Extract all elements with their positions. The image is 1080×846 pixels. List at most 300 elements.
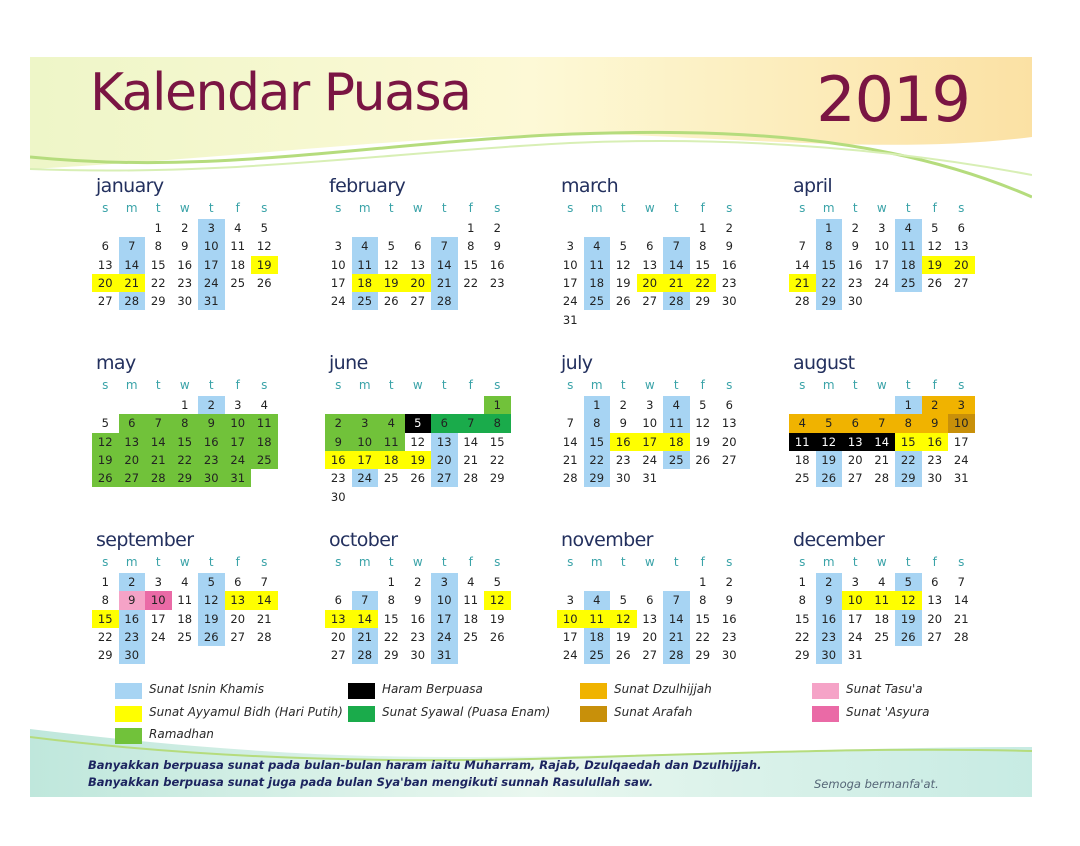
legend-swatch	[115, 683, 142, 699]
day-cell: 12	[484, 591, 511, 609]
day-cell: 15	[695, 611, 711, 626]
weekday-header: t	[852, 378, 858, 392]
day-cell: 5	[260, 221, 268, 235]
day-cell: 8	[484, 414, 511, 432]
day-cell: 23	[847, 275, 863, 290]
day-cell: 18	[177, 611, 193, 626]
day-cell: 3	[431, 573, 458, 591]
day-cell: 11	[663, 414, 690, 432]
day-cell: 4	[260, 398, 268, 412]
day-cell: 26	[816, 469, 843, 487]
day-cell: 6	[101, 239, 109, 254]
day-cell: 8	[101, 593, 109, 608]
day-cell: 8	[816, 237, 843, 255]
day-cell: 22	[690, 274, 717, 292]
day-cell: 1	[895, 396, 922, 414]
day-cell: 8	[172, 414, 199, 432]
day-cell: 14	[431, 256, 458, 274]
day-cell: 22	[816, 274, 843, 292]
weekday-header: s	[494, 555, 501, 569]
weekday-header: m	[822, 555, 835, 569]
day-cell: 4	[467, 575, 475, 589]
day-cell: 5	[387, 239, 395, 254]
day-cell: 12	[256, 239, 272, 254]
month-name: february	[329, 175, 406, 197]
day-cell: 10	[198, 237, 225, 255]
day-cell: 23	[615, 452, 631, 467]
weekday-header: t	[441, 555, 447, 569]
day-cell: 20	[92, 274, 119, 292]
day-cell: 20	[948, 256, 975, 274]
day-cell: 9	[119, 591, 146, 609]
day-cell: 17	[562, 629, 578, 644]
day-cell: 6	[334, 593, 342, 608]
day-cell: 9	[619, 416, 627, 431]
legend-swatch	[812, 706, 839, 722]
day-cell: 11	[251, 414, 278, 432]
day-cell: 5	[931, 221, 939, 235]
day-cell: 14	[352, 610, 379, 628]
weekday-header: m	[590, 201, 603, 215]
legend-label: Sunat Syawal (Puasa Enam)	[382, 705, 551, 719]
day-cell: 19	[405, 451, 432, 469]
weekday-header: f	[235, 555, 240, 569]
legend-swatch	[348, 683, 375, 699]
day-cell: 30	[721, 648, 737, 663]
day-cell: 30	[177, 294, 193, 309]
day-cell: 28	[663, 646, 690, 664]
day-cell: 10	[642, 416, 658, 431]
day-cell: 14	[869, 433, 896, 451]
day-cell: 24	[150, 629, 166, 644]
day-cell: 1	[467, 221, 475, 235]
day-cell: 9	[414, 593, 422, 608]
day-cell: 13	[953, 239, 969, 254]
day-cell: 27	[721, 452, 737, 467]
day-cell: 21	[663, 628, 690, 646]
weekday-header: t	[673, 201, 679, 215]
day-cell: 24	[953, 452, 969, 467]
day-cell: 6	[414, 239, 422, 254]
day-cell: 6	[119, 414, 146, 432]
day-cell: 28	[352, 646, 379, 664]
day-cell: 11	[463, 593, 479, 608]
day-cell: 4	[789, 414, 816, 432]
day-cell: 21	[789, 274, 816, 292]
day-cell: 13	[927, 593, 943, 608]
weekday-header: t	[208, 201, 214, 215]
weekday-header: t	[673, 555, 679, 569]
day-cell: 28	[794, 294, 810, 309]
weekday-header: s	[567, 555, 574, 569]
day-cell: 23	[119, 628, 146, 646]
day-cell: 27	[642, 294, 658, 309]
weekday-header: s	[102, 201, 109, 215]
day-cell: 12	[695, 416, 711, 431]
day-cell: 1	[181, 398, 189, 412]
day-cell: 1	[101, 575, 109, 589]
day-cell: 19	[615, 275, 631, 290]
day-cell: 17	[225, 433, 252, 451]
day-cell: 25	[352, 292, 379, 310]
weekday-header: t	[852, 555, 858, 569]
day-cell: 3	[566, 239, 574, 254]
day-cell: 13	[225, 591, 252, 609]
day-cell: 29	[695, 294, 711, 309]
weekday-header: s	[726, 378, 733, 392]
day-cell: 15	[463, 257, 479, 272]
day-cell: 11	[584, 610, 611, 628]
weekday-header: f	[468, 555, 473, 569]
day-cell: 20	[642, 629, 658, 644]
day-cell: 22	[695, 629, 711, 644]
day-cell: 8	[154, 239, 162, 254]
month-name: january	[96, 175, 164, 197]
day-cell: 12	[383, 257, 399, 272]
day-cell: 25	[584, 292, 611, 310]
day-cell: 6	[725, 398, 733, 412]
day-cell: 15	[489, 434, 505, 449]
day-cell: 28	[953, 629, 969, 644]
day-cell: 1	[387, 575, 395, 589]
day-cell: 17	[847, 611, 863, 626]
day-cell: 7	[260, 575, 268, 589]
day-cell: 30	[615, 471, 631, 486]
weekday-header: s	[102, 378, 109, 392]
day-cell: 26	[256, 275, 272, 290]
day-cell: 27	[431, 469, 458, 487]
day-cell: 10	[562, 257, 578, 272]
day-cell: 23	[330, 471, 346, 486]
day-cell: 14	[119, 256, 146, 274]
day-cell: 26	[695, 452, 711, 467]
day-cell: 29	[172, 469, 199, 487]
day-cell: 8	[895, 414, 922, 432]
weekday-header: w	[179, 378, 190, 392]
day-cell: 24	[198, 274, 225, 292]
legend-label: Ramadhan	[149, 727, 214, 741]
signature: Semoga bermanfa'at.	[814, 777, 939, 791]
day-cell: 5	[816, 414, 843, 432]
day-cell: 18	[895, 256, 922, 274]
day-cell: 21	[431, 274, 458, 292]
weekday-header: s	[335, 378, 342, 392]
day-cell: 4	[378, 414, 405, 432]
weekday-header: m	[358, 378, 371, 392]
day-cell: 7	[458, 414, 485, 432]
day-cell: 5	[699, 398, 707, 412]
weekday-header: w	[876, 378, 887, 392]
day-cell: 29	[794, 648, 810, 663]
weekday-header: s	[567, 378, 574, 392]
day-cell: 30	[119, 646, 146, 664]
day-cell: 27	[953, 275, 969, 290]
day-cell: 10	[557, 610, 584, 628]
day-cell: 5	[619, 239, 627, 254]
day-cell: 21	[562, 452, 578, 467]
month-august	[789, 352, 1021, 522]
day-cell: 15	[794, 611, 810, 626]
day-cell: 22	[794, 629, 810, 644]
day-cell: 6	[842, 414, 869, 432]
day-cell: 20	[927, 611, 943, 626]
day-cell: 9	[725, 239, 733, 254]
legend-label: Sunat Arafah	[614, 705, 693, 719]
day-cell: 31	[847, 648, 863, 663]
day-cell: 10	[431, 591, 458, 609]
weekday-header: s	[102, 555, 109, 569]
weekday-header: f	[235, 201, 240, 215]
day-cell: 22	[463, 275, 479, 290]
month-name: march	[561, 175, 619, 197]
day-cell: 24	[874, 275, 890, 290]
weekday-header: m	[358, 555, 371, 569]
weekday-header: w	[179, 555, 190, 569]
legend-label: Sunat Tasu'a	[846, 682, 923, 696]
weekday-header: t	[905, 201, 911, 215]
legend-label: Haram Berpuasa	[382, 682, 483, 696]
weekday-header: t	[673, 378, 679, 392]
day-cell: 3	[352, 414, 379, 432]
day-cell: 25	[794, 471, 810, 486]
day-cell: 20	[405, 274, 432, 292]
day-cell: 27	[847, 471, 863, 486]
day-cell: 24	[225, 451, 252, 469]
month-march	[557, 175, 789, 345]
day-cell: 16	[177, 257, 193, 272]
weekday-header: s	[726, 555, 733, 569]
day-cell: 11	[584, 256, 611, 274]
weekday-header: s	[958, 378, 965, 392]
weekday-header: f	[468, 201, 473, 215]
day-cell: 22	[150, 275, 166, 290]
day-cell: 27	[642, 648, 658, 663]
day-cell: 8	[699, 593, 707, 608]
day-cell: 9	[725, 593, 733, 608]
day-cell: 15	[816, 256, 843, 274]
day-cell: 25	[663, 451, 690, 469]
day-cell: 7	[798, 239, 806, 254]
day-cell: 18	[378, 451, 405, 469]
day-cell: 30	[816, 646, 843, 664]
day-cell: 24	[847, 629, 863, 644]
day-cell: 20	[637, 274, 664, 292]
day-cell: 26	[615, 294, 631, 309]
day-cell: 19	[615, 629, 631, 644]
day-cell: 3	[878, 221, 886, 235]
day-cell: 13	[325, 610, 352, 628]
day-cell: 19	[251, 256, 278, 274]
day-cell: 3	[566, 593, 574, 608]
day-cell: 12	[927, 239, 943, 254]
weekday-header: s	[958, 555, 965, 569]
month-may	[92, 352, 324, 522]
day-cell: 24	[352, 469, 379, 487]
day-cell: 10	[330, 257, 346, 272]
month-name: may	[96, 352, 136, 374]
month-july	[557, 352, 789, 522]
month-april	[789, 175, 1021, 345]
day-cell: 18	[874, 611, 890, 626]
day-cell: 19	[695, 434, 711, 449]
day-cell: 2	[816, 573, 843, 591]
day-cell: 1	[584, 396, 611, 414]
weekday-header: m	[125, 378, 138, 392]
day-cell: 19	[895, 610, 922, 628]
day-cell: 14	[463, 434, 479, 449]
day-cell: 31	[198, 292, 225, 310]
day-cell: 4	[181, 575, 189, 589]
weekday-header: m	[125, 555, 138, 569]
weekday-header: m	[822, 201, 835, 215]
weekday-header: s	[261, 201, 268, 215]
day-cell: 29	[150, 294, 166, 309]
day-cell: 8	[467, 239, 475, 254]
day-cell: 28	[256, 629, 272, 644]
weekday-header: m	[822, 378, 835, 392]
day-cell: 28	[562, 471, 578, 486]
day-cell: 3	[646, 398, 654, 412]
day-cell: 1	[699, 575, 707, 589]
weekday-header: s	[261, 555, 268, 569]
month-february	[325, 175, 557, 345]
day-cell: 7	[145, 414, 172, 432]
day-cell: 30	[198, 469, 225, 487]
day-cell: 19	[489, 611, 505, 626]
weekday-header: t	[441, 201, 447, 215]
day-cell: 21	[145, 451, 172, 469]
day-cell: 11	[895, 237, 922, 255]
day-cell: 9	[181, 239, 189, 254]
day-cell: 25	[874, 629, 890, 644]
day-cell: 11	[230, 239, 246, 254]
day-cell: 26	[489, 629, 505, 644]
day-cell: 16	[922, 433, 949, 451]
day-cell: 2	[493, 221, 501, 235]
day-cell: 15	[695, 257, 711, 272]
day-cell: 6	[431, 414, 458, 432]
day-cell: 23	[177, 275, 193, 290]
day-cell: 4	[584, 237, 611, 255]
legend-label: Sunat Isnin Khamis	[149, 682, 264, 696]
day-cell: 14	[794, 257, 810, 272]
day-cell: 29	[895, 469, 922, 487]
day-cell: 21	[463, 452, 479, 467]
day-cell: 9	[198, 414, 225, 432]
day-cell: 18	[463, 611, 479, 626]
day-cell: 27	[330, 648, 346, 663]
day-cell: 2	[198, 396, 225, 414]
day-cell: 10	[145, 591, 172, 609]
day-cell: 13	[410, 257, 426, 272]
day-cell: 13	[97, 257, 113, 272]
month-november	[557, 529, 789, 699]
weekday-header: w	[412, 201, 423, 215]
day-cell: 24	[330, 294, 346, 309]
weekday-header: t	[620, 378, 626, 392]
weekday-header: t	[155, 378, 161, 392]
day-cell: 26	[927, 275, 943, 290]
day-cell: 19	[816, 451, 843, 469]
day-cell: 10	[948, 414, 975, 432]
day-cell: 13	[842, 433, 869, 451]
day-cell: 20	[230, 611, 246, 626]
day-cell: 6	[957, 221, 965, 235]
day-cell: 2	[725, 575, 733, 589]
day-cell: 17	[198, 256, 225, 274]
day-cell: 30	[721, 294, 737, 309]
day-cell: 20	[721, 434, 737, 449]
day-cell: 18	[251, 433, 278, 451]
weekday-header: w	[876, 555, 887, 569]
weekday-header: t	[208, 378, 214, 392]
day-cell: 17	[330, 275, 346, 290]
month-name: december	[793, 529, 885, 551]
day-cell: 21	[119, 274, 146, 292]
weekday-header: t	[852, 201, 858, 215]
weekday-header: s	[494, 201, 501, 215]
weekday-header: s	[726, 201, 733, 215]
day-cell: 19	[198, 610, 225, 628]
day-cell: 1	[154, 221, 162, 235]
day-cell: 11	[869, 591, 896, 609]
day-cell: 20	[847, 452, 863, 467]
day-cell: 2	[181, 221, 189, 235]
day-cell: 30	[410, 648, 426, 663]
day-cell: 7	[566, 416, 574, 431]
month-october	[325, 529, 557, 699]
day-cell: 17	[562, 275, 578, 290]
day-cell: 29	[97, 648, 113, 663]
day-cell: 16	[198, 433, 225, 451]
day-cell: 24	[642, 452, 658, 467]
day-cell: 3	[234, 398, 242, 412]
day-cell: 5	[198, 573, 225, 591]
day-cell: 16	[721, 611, 737, 626]
day-cell: 29	[584, 469, 611, 487]
weekday-header: w	[644, 201, 655, 215]
day-cell: 22	[172, 451, 199, 469]
day-cell: 29	[695, 648, 711, 663]
day-cell: 1	[816, 219, 843, 237]
month-name: september	[96, 529, 194, 551]
day-cell: 26	[615, 648, 631, 663]
weekday-header: s	[799, 555, 806, 569]
day-cell: 25	[177, 629, 193, 644]
day-cell: 9	[922, 414, 949, 432]
legend	[30, 677, 1032, 747]
day-cell: 18	[230, 257, 246, 272]
day-cell: 28	[663, 292, 690, 310]
day-cell: 22	[97, 629, 113, 644]
day-cell: 10	[225, 414, 252, 432]
day-cell: 31	[225, 469, 252, 487]
day-cell: 28	[463, 471, 479, 486]
weekday-header: t	[620, 555, 626, 569]
day-cell: 25	[463, 629, 479, 644]
day-cell: 3	[948, 396, 975, 414]
weekday-header: t	[441, 378, 447, 392]
day-cell: 10	[352, 433, 379, 451]
day-cell: 29	[489, 471, 505, 486]
day-cell: 2	[922, 396, 949, 414]
day-cell: 17	[352, 451, 379, 469]
day-cell: 8	[699, 239, 707, 254]
day-cell: 28	[145, 469, 172, 487]
day-cell: 8	[387, 593, 395, 608]
day-cell: 12	[92, 433, 119, 451]
day-cell: 4	[663, 396, 690, 414]
